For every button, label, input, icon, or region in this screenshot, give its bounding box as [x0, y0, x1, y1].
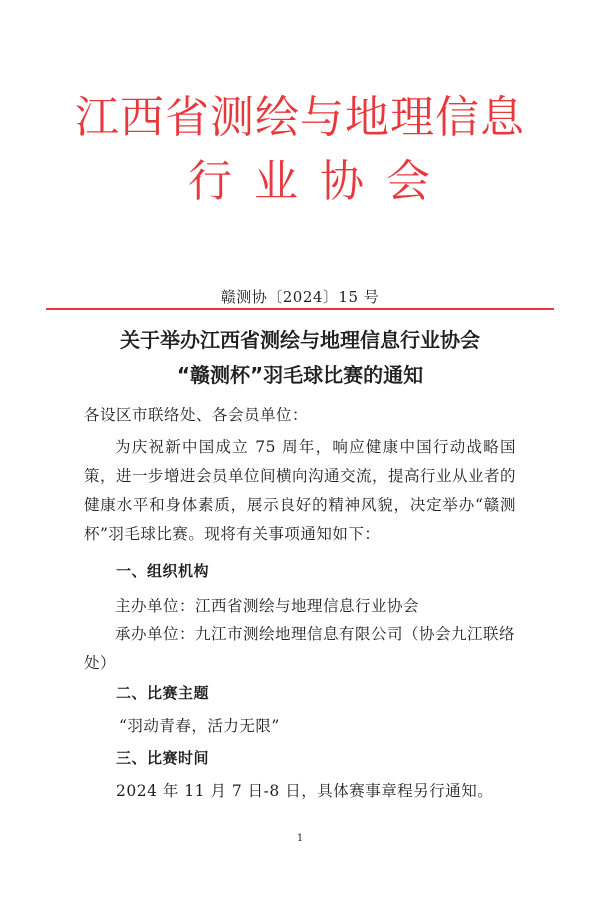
- notice-title-line2: “赣测杯”羽毛球比赛的通知: [176, 363, 424, 387]
- issuing-org-title-line1: 江西省测绘与地理信息: [75, 92, 525, 143]
- intro-paragraph: 为庆祝新中国成立 75 周年，响应健康中国行动战略国策，进一步增进会员单位间横向沟通交流，提高行业从业者的健康水平和身体素质，展示良好的精神风貌，决定举办“赣测杯”羽毛球比赛。现将有关事项通知如下：: [84, 438, 517, 543]
- notice-title-line1: 关于举办江西省测绘与地理信息行业协会: [120, 328, 480, 352]
- section-heading-theme: 二、比赛主题: [116, 684, 210, 702]
- co-organizer-line: 承办单位：九江市测绘地理信息有限公司（协会九江联络处）: [84, 625, 516, 672]
- section-heading-organization: 一、组织机构: [116, 562, 210, 580]
- document-number: 赣测协〔2024〕15 号: [220, 288, 380, 306]
- theme-line: “羽动青春，活力无限”: [119, 717, 280, 735]
- issuing-org-title-line2: 行业协会: [188, 156, 452, 207]
- section-heading-time: 三、比赛时间: [116, 749, 210, 767]
- red-header-rule: [46, 308, 554, 310]
- time-line: 2024 年 11 月 7 日-8 日，具体赛事章程另行通知。: [116, 782, 494, 800]
- page-number: 1: [296, 833, 304, 844]
- salutation: 各设区市联络处、各会员单位：: [84, 406, 309, 424]
- organizer-line: 主办单位：江西省测绘与地理信息行业协会: [115, 597, 420, 615]
